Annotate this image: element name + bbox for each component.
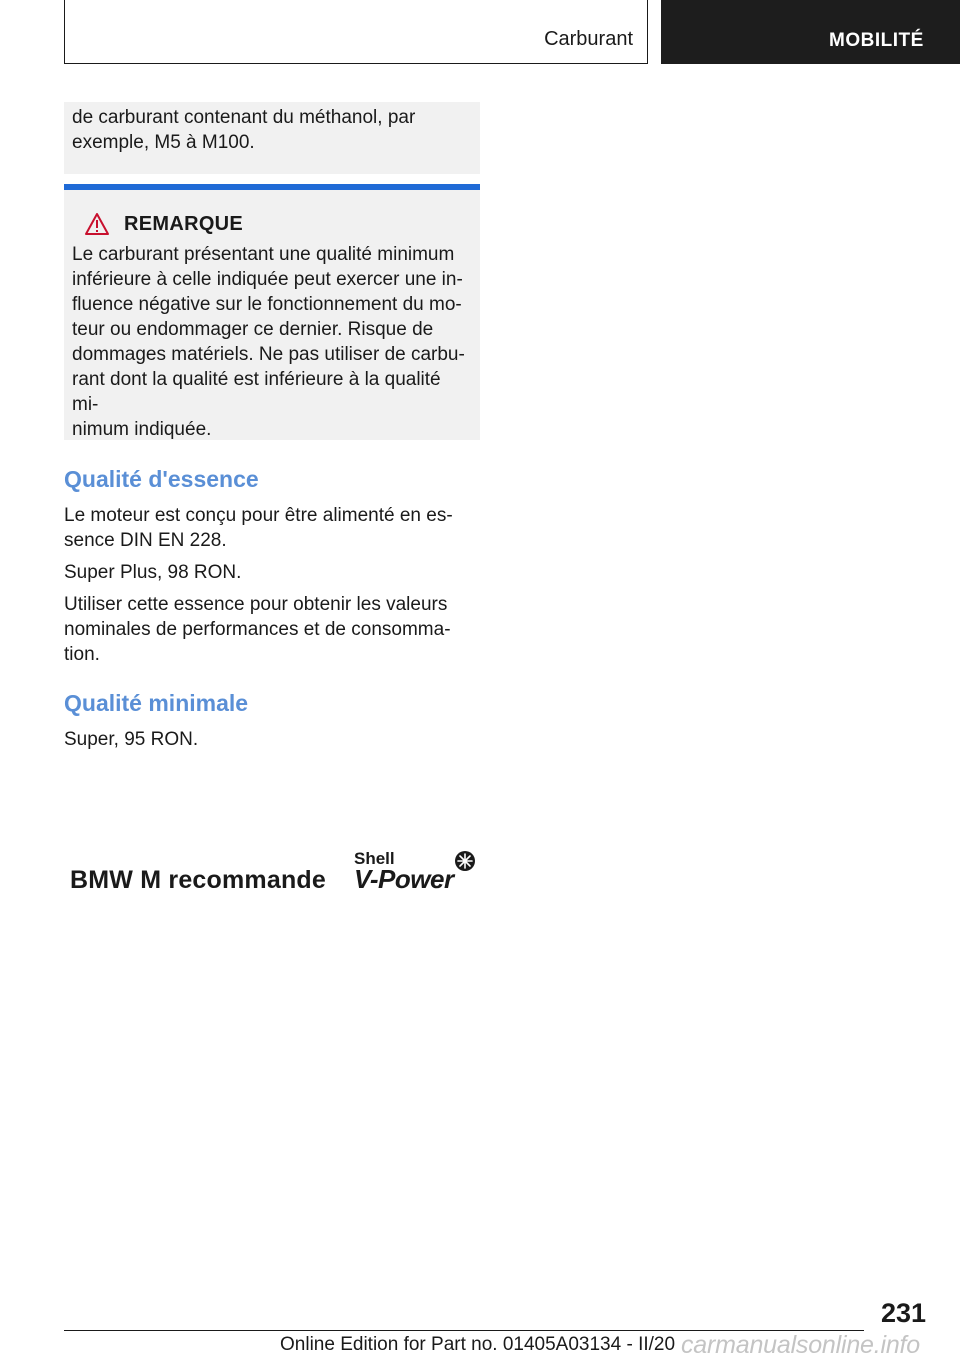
heading-qualite-minimale: Qualité minimale bbox=[64, 690, 249, 716]
paragraph-nominal-values bbox=[64, 592, 480, 667]
warning-line: dommages matériels. Ne pas utiliser de carbu- bbox=[72, 344, 465, 365]
warning-line: nimum indiquée. bbox=[72, 419, 212, 440]
paragraph-line: nominales de performances et de consomma- bbox=[64, 619, 451, 640]
warning-title: REMARQUE bbox=[124, 212, 244, 235]
paragraph-line: tion. bbox=[64, 644, 100, 665]
warning-triangle-icon bbox=[84, 212, 110, 236]
logo-vpower-text: V-Power bbox=[354, 864, 454, 894]
warning-line: inférieure à celle indiquée peut exercer une in- bbox=[72, 269, 463, 290]
heading-qualite-essence: Qualité d'essence bbox=[64, 466, 259, 492]
warning-box bbox=[64, 184, 480, 440]
paragraph-line: Utiliser cette essence pour obtenir les valeurs bbox=[64, 594, 448, 615]
paragraph-line: Le moteur est conçu pour être alimenté en es- bbox=[64, 505, 453, 526]
logo-shell-text: Shell bbox=[354, 849, 395, 868]
warning-body bbox=[72, 242, 472, 442]
logo-bmw-text: BMW M recommande bbox=[70, 866, 327, 894]
warning-line: teur ou endommager ce dernier. Risque de bbox=[72, 319, 434, 340]
header-section-title: Carburant bbox=[544, 28, 633, 50]
paragraph-line: sence DIN EN 228. bbox=[64, 530, 227, 551]
starburst-icon bbox=[454, 850, 476, 872]
note-continuation-box bbox=[64, 102, 480, 174]
note-line: exemple, M5 à M100. bbox=[72, 132, 255, 153]
header-chapter-tab: MOBILITÉ bbox=[661, 0, 960, 64]
warning-line: rant dont la qualité est inférieure à la qualité mi- bbox=[72, 369, 441, 415]
paragraph-super-95: Super, 95 RON. bbox=[64, 729, 199, 750]
footer-edition: Online Edition for Part no. 01405A03134 - II/20 bbox=[280, 1334, 676, 1355]
warning-line: Le carburant présentant une qualité minimum bbox=[72, 244, 455, 265]
paragraph-engine-design bbox=[64, 503, 480, 553]
bmw-shell-logo bbox=[64, 846, 480, 896]
warning-line: fluence négative sur le fonctionnement du mo- bbox=[72, 294, 462, 315]
warning-header bbox=[84, 212, 472, 236]
paragraph-super-plus: Super Plus, 98 RON. bbox=[64, 562, 242, 583]
note-line: de carburant contenant du méthanol, par bbox=[72, 107, 416, 128]
header-section-box bbox=[64, 0, 648, 64]
page-number: 231 bbox=[880, 1298, 926, 1328]
footer-watermark: carmanualsonline.info bbox=[681, 1331, 921, 1359]
